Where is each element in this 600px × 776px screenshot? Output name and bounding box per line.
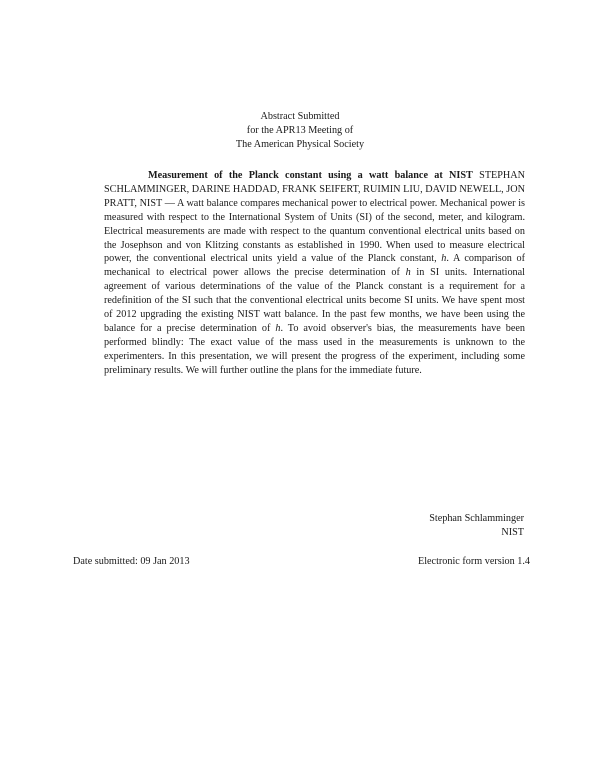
signature-affiliation: NIST	[501, 527, 524, 538]
planck-symbol: h	[405, 267, 411, 279]
abstract-separator: —	[162, 197, 177, 209]
abstract-body-part4: . To avoid observer's bias, the measurements have been performed blindly: The exact value of the mass used in the measurements is unknown to the experimenters. In this presentation, we will present the progress of the experiment, including some preliminary results. We will further outline the plans for the immediate future.	[104, 322, 525, 376]
header-line-meeting: for the APR13 Meeting of	[246, 125, 354, 136]
header-line-society: The American Physical Society	[235, 139, 365, 150]
date-submitted: Date submitted: 09 Jan 2013	[73, 556, 190, 567]
signature-block	[429, 512, 524, 540]
abstract-paragraph	[104, 169, 525, 378]
submission-header	[0, 110, 600, 152]
header-line-abstract-submitted: Abstract Submitted	[260, 111, 340, 122]
abstract-authors: STEPHAN SCHLAMMINGER, DARINE HADDAD, FRANK SEIFERT, RUIMIN LIU, DAVID NEWELL, JON PRATT, NIST	[104, 170, 526, 209]
form-version: Electronic form version 1.4	[417, 556, 530, 567]
signature-name: Stephan Schlamminger	[429, 513, 524, 524]
abstract-title: Measurement of the Planck constant using a watt balance at NIST	[148, 170, 473, 181]
planck-symbol: h	[275, 322, 281, 334]
abstract-body-part1: A watt balance compares mechanical power to electrical power. Mechanical power is measured with respect to the International System of Units (SI) of the second, meter, and kilogram. Electrical measurements are made with respect to the quantum conventional electrical units based on the Josephson and von Klitzing constants as established in 1990. When used to measure electrical power, the conventional electrical units yield a value of the Planck constant,	[104, 197, 526, 265]
abstract-body-part2: . A comparison of mechanical to electrical power allows the precise determination of	[104, 253, 525, 279]
abstract-body-part3: in SI units. International agreement of various determinations of the value of the Planck constant is a requirement for a redefinition of the SI such that the conventional electrical units become SI units. We have spent most of 2012 upgrading the existing NIST watt balance. In the past few months, we have been using the balance for a precise determination of	[104, 267, 526, 334]
planck-symbol: h	[441, 253, 447, 265]
